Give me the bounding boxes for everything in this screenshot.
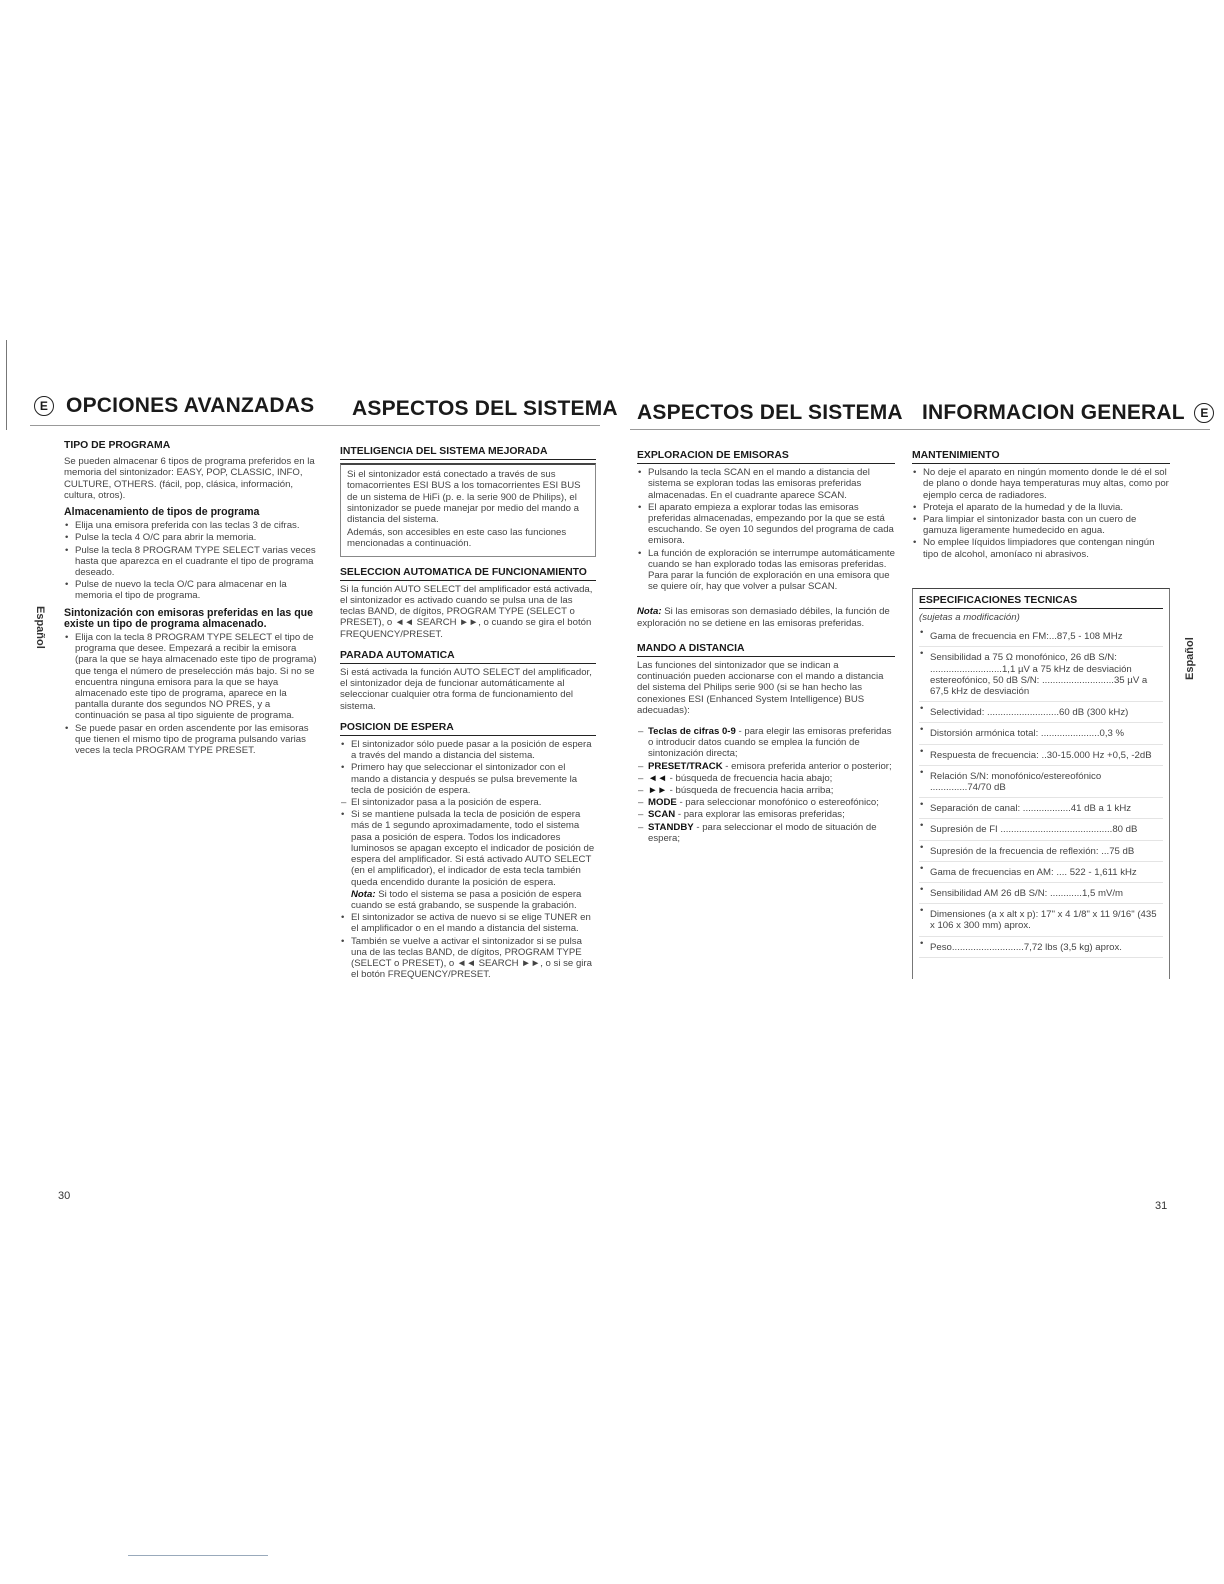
key-label: STANDBY xyxy=(648,821,694,833)
key-desc: - emisora preferida anterior o posterior; xyxy=(722,760,892,772)
section-title-especificaciones: ESPECIFICACIONES TECNICAS xyxy=(919,595,1163,609)
exploracion-note xyxy=(637,606,895,628)
spec-item: • Supresión de la frecuencia de reflexión: ...75 dB xyxy=(919,842,1163,862)
tipo-programa-intro: Se pueden almacenar 6 tipos de programa preferidos en la memoria del sintonizador: EASY, POP, CLASSIC, INFO, CULTURE, OTHERS. (fácil, pop, clásica, información, cultura, otros). xyxy=(64,456,315,501)
e-language-mark: E xyxy=(1194,403,1214,423)
column-1 xyxy=(64,440,320,757)
list-item: – El sintonizador pasa a la posición de espera. xyxy=(340,797,596,808)
section-title-inteligencia: INTELIGENCIA DEL SISTEMA MEJORADA xyxy=(340,446,596,460)
list-item: • No emplee líquidos limpiadores que contengan ningún tipo de alcohol, amoníaco ni abrasivos. xyxy=(912,537,1170,559)
parada-text: Si está activada la función AUTO SELECT del amplificador, el sintonizador deja de funcionar automáticamente al seleccionar cualquier otra forma de funcionamiento del sistema. xyxy=(340,667,592,712)
header-rule-right xyxy=(630,429,1210,430)
list-posicion xyxy=(340,739,596,980)
header-opciones-avanzadas xyxy=(34,394,314,418)
key-label: PRESET/TRACK xyxy=(648,760,723,772)
scan-bottom-rule xyxy=(128,1555,268,1556)
spec-item: • Sensibilidad a 75 Ω monofónico, 26 dB S/N: ...........................1,1 µV a 75 kHz de desviación estereofónico, 50 dB S/N: ...........................35 µV a 67,5 kHz de desviación xyxy=(919,648,1163,702)
spec-item: • Supresión de FI ..........................................80 dB xyxy=(919,820,1163,840)
list-mantenimiento xyxy=(912,467,1170,560)
list-item xyxy=(637,809,895,820)
list-item: • Proteja el aparato de la humedad y de la lluvia. xyxy=(912,502,1170,513)
scan-edge xyxy=(6,340,7,430)
list-item: • Pulse de nuevo la tecla O/C para almacenar en la memoria el tipo de programa. xyxy=(64,579,320,601)
page-number-right: 31 xyxy=(1155,1200,1168,1212)
spec-item: • Respuesta de frecuencia: ..30-15.000 Hz +0,5, -2dB xyxy=(919,746,1163,766)
box-text: Además, son accesibles en este caso las funciones mencionadas a continuación. xyxy=(347,527,567,550)
spec-item: • Peso...........................7,72 lbs (3,5 kg) aprox. xyxy=(919,938,1163,958)
spec-item: • Separación de canal: ..................41 dB a 1 kHz xyxy=(919,799,1163,819)
list-item: • Elija una emisora preferida con las teclas 3 de cifras. xyxy=(64,520,320,531)
note-text: Si las emisoras son demasiado débiles, la función de exploración no se detiene en las emisoras preferidas. xyxy=(637,606,890,629)
header-rule-left xyxy=(30,425,600,426)
list-item xyxy=(637,797,895,808)
note-label: Nota: xyxy=(351,888,376,900)
key-label: ◄◄ xyxy=(648,772,667,784)
list-item: • Si se mantiene pulsada la tecla de posición de espera más de 1 segundo aproximadamente, todo el sistema pasa a posición de espera. Todos los indicadores luminosos se apagan excepto el indicador de posición de espera del amplificador. Si está activado AUTO SELECT (en el amplificador), el indicador de esta tecla también queda encendido durante la posición de espera. xyxy=(340,809,596,887)
list-specs xyxy=(919,627,1163,958)
header-aspectos-left: ASPECTOS DEL SISTEMA xyxy=(352,397,618,420)
key-label: SCAN xyxy=(648,809,676,821)
spec-item: • Selectividad: ...........................60 dB (300 kHz) xyxy=(919,703,1163,723)
list-item: • Pulse la tecla 8 PROGRAM TYPE SELECT varias veces hasta que aparezca en el cuadrante el tipo de programa deseado. xyxy=(64,545,320,579)
list-mando xyxy=(637,726,895,844)
list-item: • El aparato empieza a explorar todas las emisoras preferidas almacenadas, empezando por la que se está escuchando. Se oyen 10 segundos del programa de cada emisora. xyxy=(637,502,895,547)
key-desc: - búsqueda de frecuencia hacia arriba; xyxy=(667,785,834,797)
spec-item: • Distorsión armónica total: ......................0,3 % xyxy=(919,724,1163,744)
column-4 xyxy=(912,450,1170,979)
list-item xyxy=(637,761,895,772)
section-title-seleccion: SELECCION AUTOMATICA DE FUNCIONAMIENTO xyxy=(340,567,596,581)
side-label-right: Español xyxy=(1184,637,1196,680)
info-box xyxy=(340,463,596,556)
key-desc: - búsqueda de frecuencia hacia abajo; xyxy=(667,772,833,784)
key-label: MODE xyxy=(648,797,677,809)
subhead-sintonizacion: Sintonización con emisoras preferidas en las que existe un tipo de programa almacenado. xyxy=(64,606,314,630)
list-item xyxy=(637,773,895,784)
list-item: • Elija con la tecla 8 PROGRAM TYPE SELECT el tipo de programa que desee. Empezará a recibir la emisora (para la que se haya almacenado este tipo de programa) que tenga el número de preselección más bajo. Si no se encuentra ninguna emisora para la que se haya almacenado este tipo de programa, aparece en la pantalla durante dos segundos NO PRES, y a continuación se pasa al tipo siguiente de programa. xyxy=(64,632,320,722)
header-aspectos-right: ASPECTOS DEL SISTEMA xyxy=(637,401,903,424)
note-item xyxy=(340,889,596,911)
list-item xyxy=(637,726,895,760)
list-item: • El sintonizador sólo puede pasar a la posición de espera a través del mando a distancia del sistema. xyxy=(340,739,596,761)
list-item: • La función de exploración se interrumpe automáticamente cuando se han explorado todas las emisoras preferidas. Para parar la función de exploración en una emisora que se quiere oír, hay que volver a pulsar SCAN. xyxy=(637,548,895,593)
list-item: • Pulse la tecla 4 O/C para abrir la memoria. xyxy=(64,532,320,543)
spec-item: • Dimensiones (a x alt x p): 17" x 4 1/8" x 11 9/16" (435 x 106 x 300 mm) aprox. xyxy=(919,905,1163,936)
list-item xyxy=(637,822,895,844)
header-text: OPCIONES AVANZADAS xyxy=(66,394,315,417)
mando-intro: Las funciones del sintonizador que se indican a continuación pueden accionarse con el mando a distancia del sistema del Philips serie 900 (si se han hecho las conexiones ESI (Enhanced System Intelligence) BUS adecuadas): xyxy=(637,660,884,716)
list-item: • Para limpiar el sintonizador basta con un cuero de gamuza ligeramente humedecido en agua. xyxy=(912,514,1170,536)
list-item: • No deje el aparato en ningún momento donde le dé el sol de plano o donde haya temperaturas muy altas, como por ejemplo cerca de radiadores. xyxy=(912,467,1170,501)
side-label-left: Español xyxy=(34,606,46,649)
e-language-mark: E xyxy=(34,396,54,416)
key-desc: - para seleccionar el modo de situación de espera; xyxy=(648,821,877,844)
specs-box xyxy=(912,588,1170,979)
section-title-mantenimiento: MANTENIMIENTO xyxy=(912,450,1170,464)
page-number-left: 30 xyxy=(58,1190,71,1202)
key-label: Teclas de cifras 0-9 xyxy=(648,726,736,738)
key-desc: - para explorar las emisoras preferidas; xyxy=(675,809,845,821)
spec-item: • Gama de frecuencias en AM: .... 522 - 1,611 kHz xyxy=(919,863,1163,883)
section-title-posicion: POSICION DE ESPERA xyxy=(340,722,596,736)
specs-subtitle: (sujetas a modificación) xyxy=(919,612,1020,624)
spec-item: • Gama de frecuencia en FM:...87,5 - 108 MHz xyxy=(919,627,1163,647)
list-item: • También se vuelve a activar el sintonizador si se pulsa una de las teclas BAND, de dígitos, PROGRAM TYPE (SELECT o PRESET), o ◄◄ SEARCH ►►, o si se gira el botón FREQUENCY/PRESET. xyxy=(340,936,596,981)
list-exploracion xyxy=(637,467,895,592)
header-text: INFORMACION GENERAL xyxy=(922,401,1185,424)
spec-item: • Relación S/N: monofónico/estereofónico ..............74/70 dB xyxy=(919,767,1163,798)
header-informacion-general xyxy=(922,401,1214,425)
note-text: Si todo el sistema se pasa a posición de espera cuando se está grabando, se suspende la grabación. xyxy=(351,888,582,911)
section-title-parada: PARADA AUTOMATICA xyxy=(340,650,596,664)
key-label: ►► xyxy=(648,785,667,797)
list-item: • Se puede pasar en orden ascendente por las emisoras que tienen el mismo tipo de programa pulsando varias veces la tecla PROGRAM TYPE PRESET. xyxy=(64,723,320,757)
list-item xyxy=(637,785,895,796)
column-2 xyxy=(340,446,596,981)
seleccion-text: Si la función AUTO SELECT del amplificador está activada, el sintonizador es activado cuando se pulsa una de las teclas BAND, de dígitos, PROGRAM TYPE (SELECT o PRESET), o ◄◄ SEARCH ►►, o cuando se gira el botón FREQUENCY/PRESET. xyxy=(340,583,593,640)
box-text: Si el sintonizador está conectado a través de sus tomacorrientes ESI BUS a los tomacorrientes ESI BUS de un sistema de HiFi (p. e. la serie 900 de Philips), el sintonizador se puede manejar por medio del mando a distancia del sistema. xyxy=(347,469,581,526)
section-title-exploracion: EXPLORACION DE EMISORAS xyxy=(637,450,895,464)
subhead-almacenamiento: Almacenamiento de tipos de programa xyxy=(64,506,260,519)
column-3 xyxy=(637,450,895,845)
list-item: • El sintonizador se activa de nuevo si se elige TUNER en el amplificador o en el mando a distancia del sistema. xyxy=(340,912,596,934)
note-label: Nota: xyxy=(637,606,662,618)
key-desc: - para seleccionar monofónico o estereofónico; xyxy=(676,797,879,809)
list-sintonizacion xyxy=(64,632,320,756)
key-desc: - para elegir las emisoras preferidas o introducir datos cuando se emplea la función de sintonización directa; xyxy=(648,726,892,760)
list-item: • Pulsando la tecla SCAN en el mando a distancia del sistema se exploran todas las emisoras preferidas almacenadas. En el cuadrante aparece SCAN. xyxy=(637,467,895,501)
list-almacenamiento xyxy=(64,520,320,601)
list-item: • Primero hay que seleccionar el sintonizador con el mando a distancia y después se pulsa brevemente la tecla de posición de espera. xyxy=(340,762,596,796)
spec-item: • Sensibilidad AM 26 dB S/N: ............1,5 mV/m xyxy=(919,884,1163,904)
section-title-mando: MANDO A DISTANCIA xyxy=(637,643,895,657)
section-title-tipo-programa: TIPO DE PROGRAMA xyxy=(64,440,171,451)
